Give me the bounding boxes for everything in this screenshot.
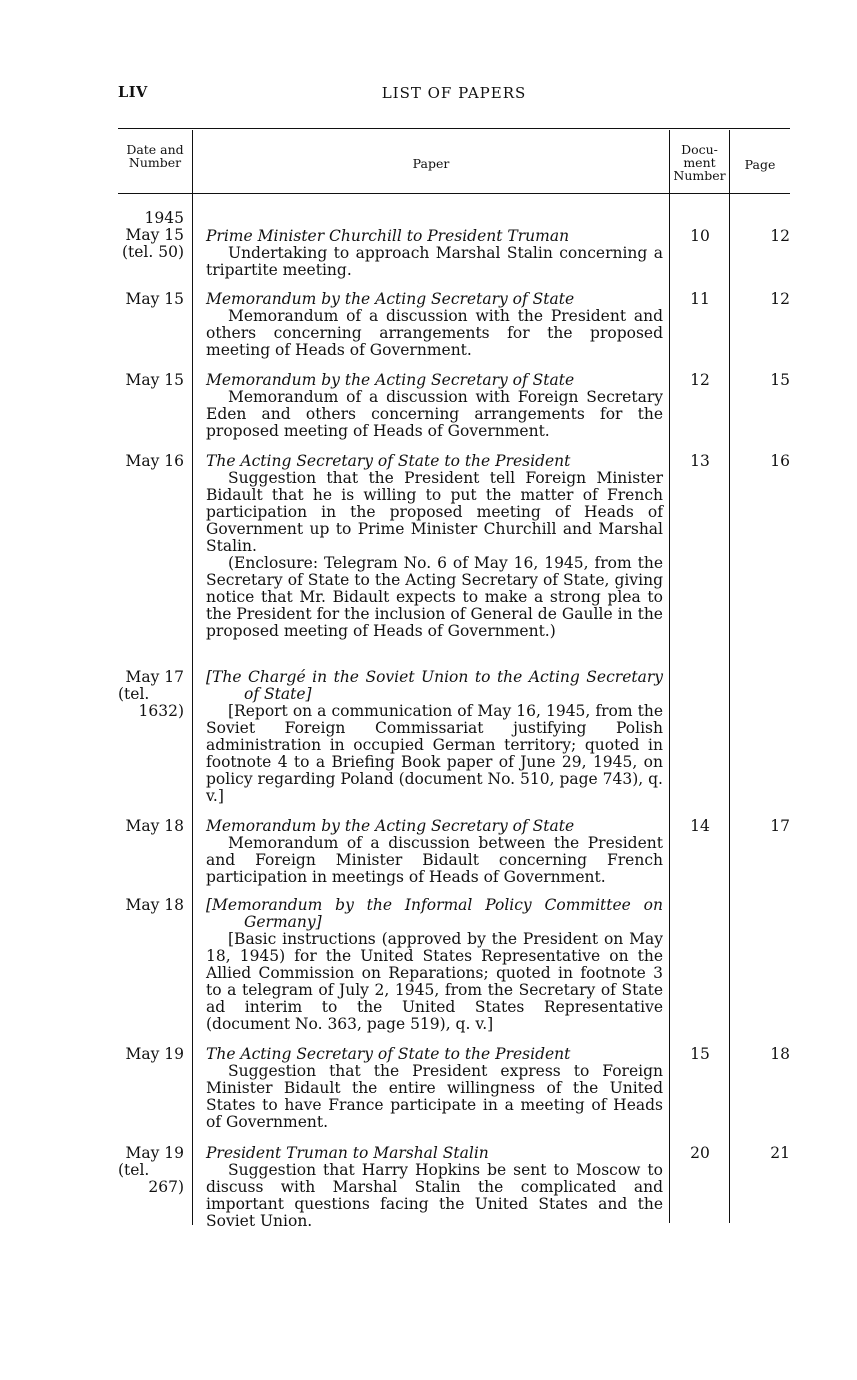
- entry-page-number: 12: [770, 290, 790, 308]
- table-top-rule: [118, 128, 790, 129]
- header-bottom-rule: [118, 193, 790, 194]
- entry-date-line: 1945: [144, 209, 184, 227]
- entry-date: [118, 453, 184, 470]
- entry-date: [118, 210, 184, 261]
- entry-date: [118, 669, 184, 720]
- entry-document-number: 10: [690, 227, 710, 245]
- entry-page-number: 16: [770, 452, 790, 470]
- entry-description: Memorandum of a discussion with Foreign Secretary Eden and others concerning arrangements for the proposed meeting of Heads of Government.: [206, 388, 663, 440]
- entry-paper: [206, 1145, 663, 1230]
- entry-enclosure: (Enclosure: Telegram No. 6 of May 16, 1945, from the Secretary of State to the Acting Secretary of State, giving notice that Mr. Bidault expects to make a strong plea to the President for the inclusion of General de Gaulle in the proposed meeting of Heads of Government.): [206, 554, 663, 640]
- entry-title: Memorandum by the Acting Secretary of State: [206, 371, 575, 389]
- entry-date-line: May 19: [125, 1144, 184, 1162]
- entry-page-number: 12: [770, 227, 790, 245]
- entry-page-number: 17: [770, 817, 790, 835]
- entry-title: The Acting Secretary of State to the President: [206, 1045, 571, 1063]
- entry-date-line: May 16: [125, 452, 184, 470]
- entry-document-number: 20: [690, 1144, 710, 1162]
- entry-title: Memorandum by the Acting Secretary of State: [206, 290, 575, 308]
- entry-title: [Memorandum by the Informal Policy Committee on Germany]: [206, 896, 663, 931]
- entry-date-line: (tel.: [118, 1161, 150, 1179]
- entry-date-line: May 18: [125, 817, 184, 835]
- running-title: LIST OF PAPERS: [381, 84, 527, 102]
- entry-date: [118, 1046, 184, 1063]
- column-header-page: [730, 158, 790, 171]
- entry-document-number: 15: [690, 1045, 710, 1063]
- entry-page-number: 21: [770, 1144, 790, 1162]
- entry-date-line: May 15: [125, 290, 184, 308]
- entry-date-line: 1632): [138, 702, 184, 720]
- entry-date: [118, 372, 184, 389]
- page-header: [118, 84, 790, 106]
- entry-description: [Basic instructions (approved by the President on May 18, 1945) for the United States Representative on the Allied Commission on Reparations; quoted in footnote 3 to a telegram of July 2, 1945, from the Secretary of State ad interim to the United States Representative (document No. 363, page 519), q. v.]: [206, 930, 663, 1033]
- entry-date-line: May 15: [125, 226, 184, 244]
- entry-description: Suggestion that the President express to Foreign Minister Bidault the entire willingness of the United States to have France participate in a meeting of Heads of Government.: [206, 1062, 663, 1131]
- entry-description: Suggestion that the President tell Foreign Minister Bidault that he is willing to put the matter of French participation in the proposed meeting of Heads of Government up to Prime Minister Churchill and Marshal Stalin.: [206, 469, 663, 555]
- entry-paper: [206, 291, 663, 359]
- entry-title: [The Chargé in the Soviet Union to the Acting Secretary of State]: [206, 668, 663, 703]
- column-header-line: Date and: [126, 142, 184, 157]
- column-header-date-number: [118, 143, 192, 169]
- entry-title: The Acting Secretary of State to the President: [206, 452, 571, 470]
- entry-description: Memorandum of a discussion between the President and Foreign Minister Bidault concerning French participation in meetings of Heads of Government.: [206, 834, 663, 886]
- entry-date: [118, 818, 184, 835]
- entry-description: Suggestion that Harry Hopkins be sent to Moscow to discuss with Marshal Stalin the complicated and important questions facing the United States and the Soviet Union.: [206, 1161, 663, 1230]
- entry-document-number: 14: [690, 817, 710, 835]
- entry-document-number: 11: [690, 290, 710, 308]
- entry-date-line: 267): [148, 1178, 184, 1196]
- entry-date-line: (tel.: [118, 685, 150, 703]
- entry-description: [Report on a communication of May 16, 1945, from the Soviet Foreign Commissariat justifying Polish administration in occupied German territory; quoted in footnote 4 to a Briefing Book paper of June 29, 1945, on policy regarding Poland (document No. 510, page 743), q. v.]: [206, 702, 663, 805]
- entry-date-line: (tel. 50): [121, 243, 184, 261]
- entry-document-number: 12: [690, 371, 710, 389]
- entry-date-line: May 15: [125, 371, 184, 389]
- column-header-line: Paper: [412, 156, 450, 171]
- page-folio: LIV: [118, 84, 148, 101]
- column-header-line: ment: [683, 155, 716, 170]
- column-header-line: Number: [128, 155, 182, 170]
- entry-document-number: 13: [690, 452, 710, 470]
- entry-paper: [206, 818, 663, 886]
- entry-description: Memorandum of a discussion with the President and others concerning arrangements for the proposed meeting of Heads of Government.: [206, 307, 663, 359]
- entry-paper: [206, 453, 663, 640]
- entry-title: President Truman to Marshal Stalin: [206, 1144, 489, 1162]
- entry-description: Undertaking to approach Marshal Stalin concerning a tripartite meeting.: [206, 244, 663, 279]
- entry-paper: [206, 228, 663, 279]
- column-divider-date: [192, 130, 193, 1225]
- entry-paper: [206, 372, 663, 440]
- entry-date: [118, 291, 184, 308]
- entry-date-line: May 18: [125, 896, 184, 914]
- entry-paper: [206, 897, 663, 1033]
- entry-date-line: May 17: [125, 668, 184, 686]
- column-header-line: Page: [744, 157, 776, 172]
- entry-page-number: 15: [770, 371, 790, 389]
- entry-paper: [206, 669, 663, 805]
- entry-title: Prime Minister Churchill to President Truman: [206, 227, 570, 245]
- entry-page-number: 18: [770, 1045, 790, 1063]
- column-header-document-number: [670, 143, 729, 182]
- column-header-line: Number: [673, 168, 726, 183]
- entry-date: [118, 1145, 184, 1196]
- entry-date: [118, 897, 184, 914]
- list-of-papers-table: [118, 128, 790, 1228]
- entry-title: Memorandum by the Acting Secretary of State: [206, 817, 575, 835]
- column-header-paper: [193, 157, 669, 170]
- column-header-line: Docu-: [681, 142, 718, 157]
- entry-paper: [206, 1046, 663, 1131]
- entry-date-line: May 19: [125, 1045, 184, 1063]
